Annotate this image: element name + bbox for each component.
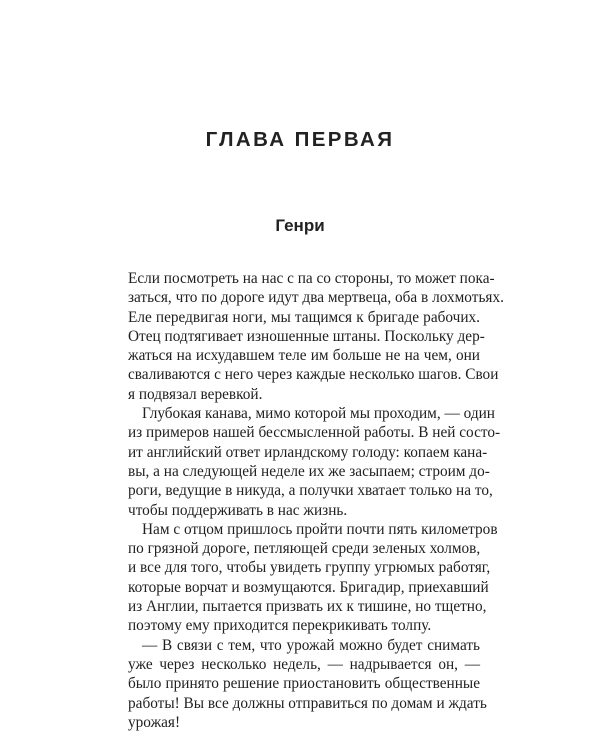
text-line: работы! Вы все должны отправиться по домам и ждать [128,694,487,712]
text-line: чтобы поддерживать в нас жизнь. [128,501,348,519]
text-line: роги, ведущие в никуда, а получки хватает только на то, [128,482,493,500]
text-line: жаться на исхудавшем теле им больше не на чем, они [128,347,480,365]
text-line: по грязной дороге, петляющей среди зеленых холмов, [128,540,481,558]
text-line: — В связи с тем, что урожай можно будет снимать [142,636,480,654]
text-line: Если посмотреть на нас с па со стороны, то может пока- [128,270,495,287]
text-line: уже через несколько недель, — надрывается он, — [128,655,480,673]
paragraph [128,404,501,520]
text-line: Нам с отцом пришлось пройти почти пять километров [142,520,498,538]
paragraph [128,636,487,732]
body-text [128,269,504,732]
text-line: из примеров нашей бессмысленной работы. В ней состо- [128,424,501,442]
text-line: вы, а на следующей неделе их же засыпаем; строим до- [128,462,490,480]
text-line: сваливаются с него через каждые несколько шагов. Свои [128,366,499,384]
chapter-title: ГЛАВА ПЕРВАЯ [205,128,395,151]
text-line: и все для того, чтобы увидеть группу угрюмых работяг, [128,559,491,577]
text-line: заться, что по дороге идут два мертвеца, оба в лохмотьях. [128,289,504,307]
text-line: которые ворчат и возмущаются. Бригадир, приехавший [128,578,489,596]
text-line: из Англии, пытается призвать их к тишине, но тщетно, [128,598,487,616]
text-line: Глубокая канава, мимо которой мы проходим, — один [142,405,495,423]
text-line: Отец подтягивает изношенные штаны. Поскольку дер- [128,327,485,345]
text-line: поэтому ему приходится перекрикивать толпу. [128,617,432,635]
paragraph [128,269,504,404]
text-line: было принято решение приостановить общественные [128,675,480,693]
text-line: урожая! [128,713,181,731]
text-line: Еле передвигая ноги, мы тащимся к бригаде рабочих. [128,308,480,326]
text-line: ит английский ответ ирландскому голоду: копаем кана- [128,443,488,461]
paragraph [128,520,498,636]
text-line: я подвязал веревкой. [128,385,263,403]
chapter-subtitle: Генри [275,216,325,235]
